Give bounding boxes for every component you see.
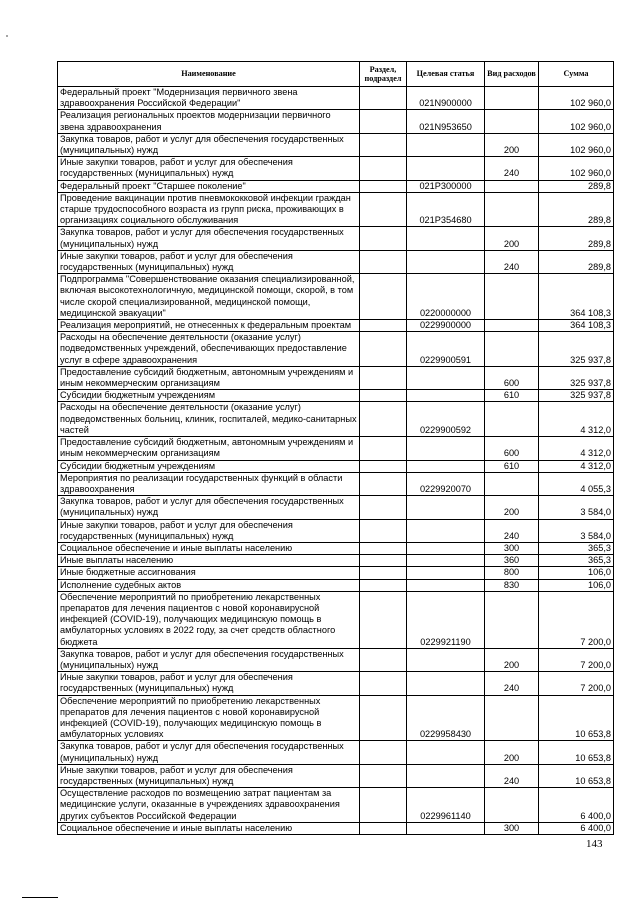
row-type <box>485 87 539 110</box>
row-target: 021P300000 <box>407 180 485 192</box>
table-row <box>58 390 614 402</box>
row-sum: 289,8 <box>539 250 614 273</box>
row-type <box>485 472 539 495</box>
row-section <box>360 764 407 787</box>
row-sum: 289,8 <box>539 192 614 227</box>
table-row <box>58 695 614 741</box>
row-sum: 325 937,8 <box>539 366 614 389</box>
table-row <box>58 764 614 787</box>
table-row <box>58 366 614 389</box>
row-sum: 364 108,3 <box>539 274 614 320</box>
row-name: Федеральный проект "Старшее поколение" <box>58 180 360 192</box>
row-target <box>407 764 485 787</box>
table-row <box>58 555 614 567</box>
row-section <box>360 648 407 671</box>
row-type: 300 <box>485 542 539 554</box>
scan-speck <box>6 35 8 37</box>
row-sum: 4 312,0 <box>539 437 614 460</box>
row-type: 600 <box>485 366 539 389</box>
row-name: Предоставление субсидий бюджетным, автономным учреждениям и иным некоммерческим организациям <box>58 437 360 460</box>
row-name: Иные закупки товаров, работ и услуг для обеспечения государственных (муниципальных) нужд <box>58 157 360 180</box>
table-body <box>58 87 614 835</box>
row-type: 610 <box>485 390 539 402</box>
row-sum: 6 400,0 <box>539 822 614 834</box>
table-row <box>58 672 614 695</box>
row-name: Закупка товаров, работ и услуг для обеспечения государственных (муниципальных) нужд <box>58 648 360 671</box>
row-sum: 7 200,0 <box>539 591 614 648</box>
header-section: Раздел, подраздел <box>360 62 407 87</box>
row-target: 0229900592 <box>407 402 485 437</box>
row-name: Федеральный проект "Модернизация первичного звена здравоохранения Российской Федерации" <box>58 87 360 110</box>
row-sum: 365,3 <box>539 542 614 554</box>
row-type: 200 <box>485 227 539 250</box>
row-type <box>485 192 539 227</box>
row-target <box>407 542 485 554</box>
row-name: Социальное обеспечение и иные выплаты населению <box>58 822 360 834</box>
row-target <box>407 519 485 542</box>
row-section <box>360 274 407 320</box>
row-section <box>360 555 407 567</box>
row-type <box>485 180 539 192</box>
row-target: 021N900000 <box>407 87 485 110</box>
row-sum: 7 200,0 <box>539 648 614 671</box>
row-section <box>360 332 407 367</box>
header-sum: Сумма <box>539 62 614 87</box>
footnote-rule <box>22 897 58 898</box>
row-name: Обеспечение мероприятий по приобретению лекарственных препаратов для лечения пациентов с новой коронавирусной инфекцией (COVID-19), получающих медицинскую помощь в амбулаторных условиях <box>58 695 360 741</box>
row-target: 021P354680 <box>407 192 485 227</box>
row-name: Закупка товаров, работ и услуг для обеспечения государственных (муниципальных) нужд <box>58 227 360 250</box>
row-section <box>360 180 407 192</box>
row-sum: 3 584,0 <box>539 496 614 519</box>
row-section <box>360 591 407 648</box>
row-name: Иные закупки товаров, работ и услуг для обеспечения государственных (муниципальных) нужд <box>58 519 360 542</box>
table-row <box>58 542 614 554</box>
row-target: 0229920070 <box>407 472 485 495</box>
row-target <box>407 579 485 591</box>
row-section <box>360 320 407 332</box>
row-section <box>360 788 407 823</box>
row-name: Осуществление расходов по возмещению затрат пациентам за медицинские услуги, оказанные в учреждениях здравоохранения других субъектов Российской Федерации <box>58 788 360 823</box>
table-row <box>58 591 614 648</box>
row-sum: 7 200,0 <box>539 672 614 695</box>
row-sum: 325 937,8 <box>539 332 614 367</box>
table-row <box>58 110 614 133</box>
row-name: Иные закупки товаров, работ и услуг для обеспечения государственных (муниципальных) нужд <box>58 250 360 273</box>
row-name: Иные выплаты населению <box>58 555 360 567</box>
table-row <box>58 402 614 437</box>
row-section <box>360 157 407 180</box>
row-target <box>407 555 485 567</box>
table-row <box>58 87 614 110</box>
header-type: Вид расходов <box>485 62 539 87</box>
row-name: Исполнение судебных актов <box>58 579 360 591</box>
row-target: 0229900591 <box>407 332 485 367</box>
row-section <box>360 110 407 133</box>
row-target <box>407 437 485 460</box>
row-sum: 106,0 <box>539 579 614 591</box>
row-sum: 3 584,0 <box>539 519 614 542</box>
table-row <box>58 741 614 764</box>
row-section <box>360 519 407 542</box>
row-type: 610 <box>485 460 539 472</box>
row-section <box>360 133 407 156</box>
row-type: 240 <box>485 157 539 180</box>
row-target <box>407 390 485 402</box>
table-row <box>58 180 614 192</box>
header-name: Наименование <box>58 62 360 87</box>
row-type: 240 <box>485 519 539 542</box>
row-type: 200 <box>485 648 539 671</box>
row-name: Расходы на обеспечение деятельности (оказание услуг) подведомственных больниц, клиник, госпиталей, медико-санитарных частей <box>58 402 360 437</box>
row-name: Расходы на обеспечение деятельности (оказание услуг) подведомственных учреждений, обеспечивающих предоставление услуг в сфере здравоохранения <box>58 332 360 367</box>
table-row <box>58 579 614 591</box>
row-name: Реализация региональных проектов модернизации первичного звена здравоохранения <box>58 110 360 133</box>
row-target <box>407 133 485 156</box>
row-section <box>360 672 407 695</box>
table-row <box>58 192 614 227</box>
row-sum: 6 400,0 <box>539 788 614 823</box>
row-section <box>360 250 407 273</box>
row-name: Закупка товаров, работ и услуг для обеспечения государственных (муниципальных) нужд <box>58 496 360 519</box>
row-type <box>485 402 539 437</box>
row-target <box>407 366 485 389</box>
row-section <box>360 542 407 554</box>
row-name: Субсидии бюджетным учреждениям <box>58 460 360 472</box>
row-type: 200 <box>485 741 539 764</box>
row-sum: 4 312,0 <box>539 402 614 437</box>
row-sum: 102 960,0 <box>539 157 614 180</box>
row-section <box>360 822 407 834</box>
row-name: Проведение вакцинации против пневмококковой инфекции граждан старше трудоспособного возраста из групп риска, проживающих в организациях социального обслуживания <box>58 192 360 227</box>
row-type: 830 <box>485 579 539 591</box>
row-type <box>485 274 539 320</box>
row-target: 0229900000 <box>407 320 485 332</box>
header-target: Целевая статья <box>407 62 485 87</box>
row-name: Закупка товаров, работ и услуг для обеспечения государственных (муниципальных) нужд <box>58 741 360 764</box>
row-name: Иные закупки товаров, работ и услуг для обеспечения государственных (муниципальных) нужд <box>58 764 360 787</box>
table-header-row <box>58 62 614 87</box>
row-name: Предоставление субсидий бюджетным, автономным учреждениям и иным некоммерческим организациям <box>58 366 360 389</box>
row-type: 200 <box>485 496 539 519</box>
row-target: 0229921190 <box>407 591 485 648</box>
page-number: 143 <box>586 838 603 850</box>
row-sum: 289,8 <box>539 227 614 250</box>
row-section <box>360 390 407 402</box>
table-row <box>58 320 614 332</box>
row-type: 240 <box>485 764 539 787</box>
row-type: 200 <box>485 133 539 156</box>
row-sum: 364 108,3 <box>539 320 614 332</box>
table-row <box>58 472 614 495</box>
row-target <box>407 648 485 671</box>
row-type: 600 <box>485 437 539 460</box>
row-type <box>485 110 539 133</box>
row-target: 0220000000 <box>407 274 485 320</box>
table-row <box>58 227 614 250</box>
row-section <box>360 567 407 579</box>
row-sum: 102 960,0 <box>539 133 614 156</box>
row-type: 300 <box>485 822 539 834</box>
table-row <box>58 274 614 320</box>
row-type: 360 <box>485 555 539 567</box>
row-name: Мероприятия по реализации государственных функций в области здравоохранения <box>58 472 360 495</box>
row-name: Иные закупки товаров, работ и услуг для обеспечения государственных (муниципальных) нужд <box>58 672 360 695</box>
table-row <box>58 648 614 671</box>
row-type <box>485 591 539 648</box>
row-sum: 10 653,8 <box>539 764 614 787</box>
row-target <box>407 496 485 519</box>
row-sum: 289,8 <box>539 180 614 192</box>
row-sum: 365,3 <box>539 555 614 567</box>
row-section <box>360 695 407 741</box>
row-section <box>360 460 407 472</box>
table-row <box>58 460 614 472</box>
row-target <box>407 460 485 472</box>
row-section <box>360 741 407 764</box>
row-name: Обеспечение мероприятий по приобретению лекарственных препаратов для лечения пациентов с новой коронавирусной инфекцией (COVID-19), получающих медицинскую помощь в амбулаторных условиях в 2022 году, за счет средств областного бюджета <box>58 591 360 648</box>
row-name: Подпрограмма "Совершенствование оказания специализированной, включая высокотехнологичную, медицинской помощи, скорой, в том числе скорой специализированной, медицинской помощи, медицинской эвакуации" <box>58 274 360 320</box>
row-type: 800 <box>485 567 539 579</box>
row-section <box>360 472 407 495</box>
table-row <box>58 788 614 823</box>
row-section <box>360 366 407 389</box>
row-target <box>407 250 485 273</box>
table-row <box>58 332 614 367</box>
table-row <box>58 496 614 519</box>
row-section <box>360 496 407 519</box>
table-row <box>58 157 614 180</box>
row-section <box>360 579 407 591</box>
row-name: Иные бюджетные ассигнования <box>58 567 360 579</box>
budget-table <box>57 61 614 835</box>
row-target: 0229958430 <box>407 695 485 741</box>
row-sum: 325 937,8 <box>539 390 614 402</box>
table-row <box>58 250 614 273</box>
row-type: 240 <box>485 672 539 695</box>
row-section <box>360 192 407 227</box>
row-type <box>485 332 539 367</box>
row-sum: 102 960,0 <box>539 87 614 110</box>
row-type <box>485 788 539 823</box>
row-type: 240 <box>485 250 539 273</box>
row-name: Реализация мероприятий, не отнесенных к федеральным проектам <box>58 320 360 332</box>
row-section <box>360 87 407 110</box>
row-target <box>407 672 485 695</box>
row-section <box>360 402 407 437</box>
row-section <box>360 227 407 250</box>
row-target <box>407 157 485 180</box>
row-target <box>407 822 485 834</box>
row-sum: 10 653,8 <box>539 741 614 764</box>
row-target: 021N953650 <box>407 110 485 133</box>
row-section <box>360 437 407 460</box>
row-sum: 102 960,0 <box>539 110 614 133</box>
row-target <box>407 741 485 764</box>
row-target <box>407 567 485 579</box>
row-type <box>485 320 539 332</box>
table-row <box>58 519 614 542</box>
row-sum: 4 312,0 <box>539 460 614 472</box>
table-row <box>58 822 614 834</box>
row-sum: 10 653,8 <box>539 695 614 741</box>
row-name: Закупка товаров, работ и услуг для обеспечения государственных (муниципальных) нужд <box>58 133 360 156</box>
row-type <box>485 695 539 741</box>
table-row <box>58 567 614 579</box>
table-row <box>58 437 614 460</box>
row-name: Субсидии бюджетным учреждениям <box>58 390 360 402</box>
row-target <box>407 227 485 250</box>
row-name: Социальное обеспечение и иные выплаты населению <box>58 542 360 554</box>
table-row <box>58 133 614 156</box>
row-target: 0229961140 <box>407 788 485 823</box>
row-sum: 4 055,3 <box>539 472 614 495</box>
row-sum: 106,0 <box>539 567 614 579</box>
